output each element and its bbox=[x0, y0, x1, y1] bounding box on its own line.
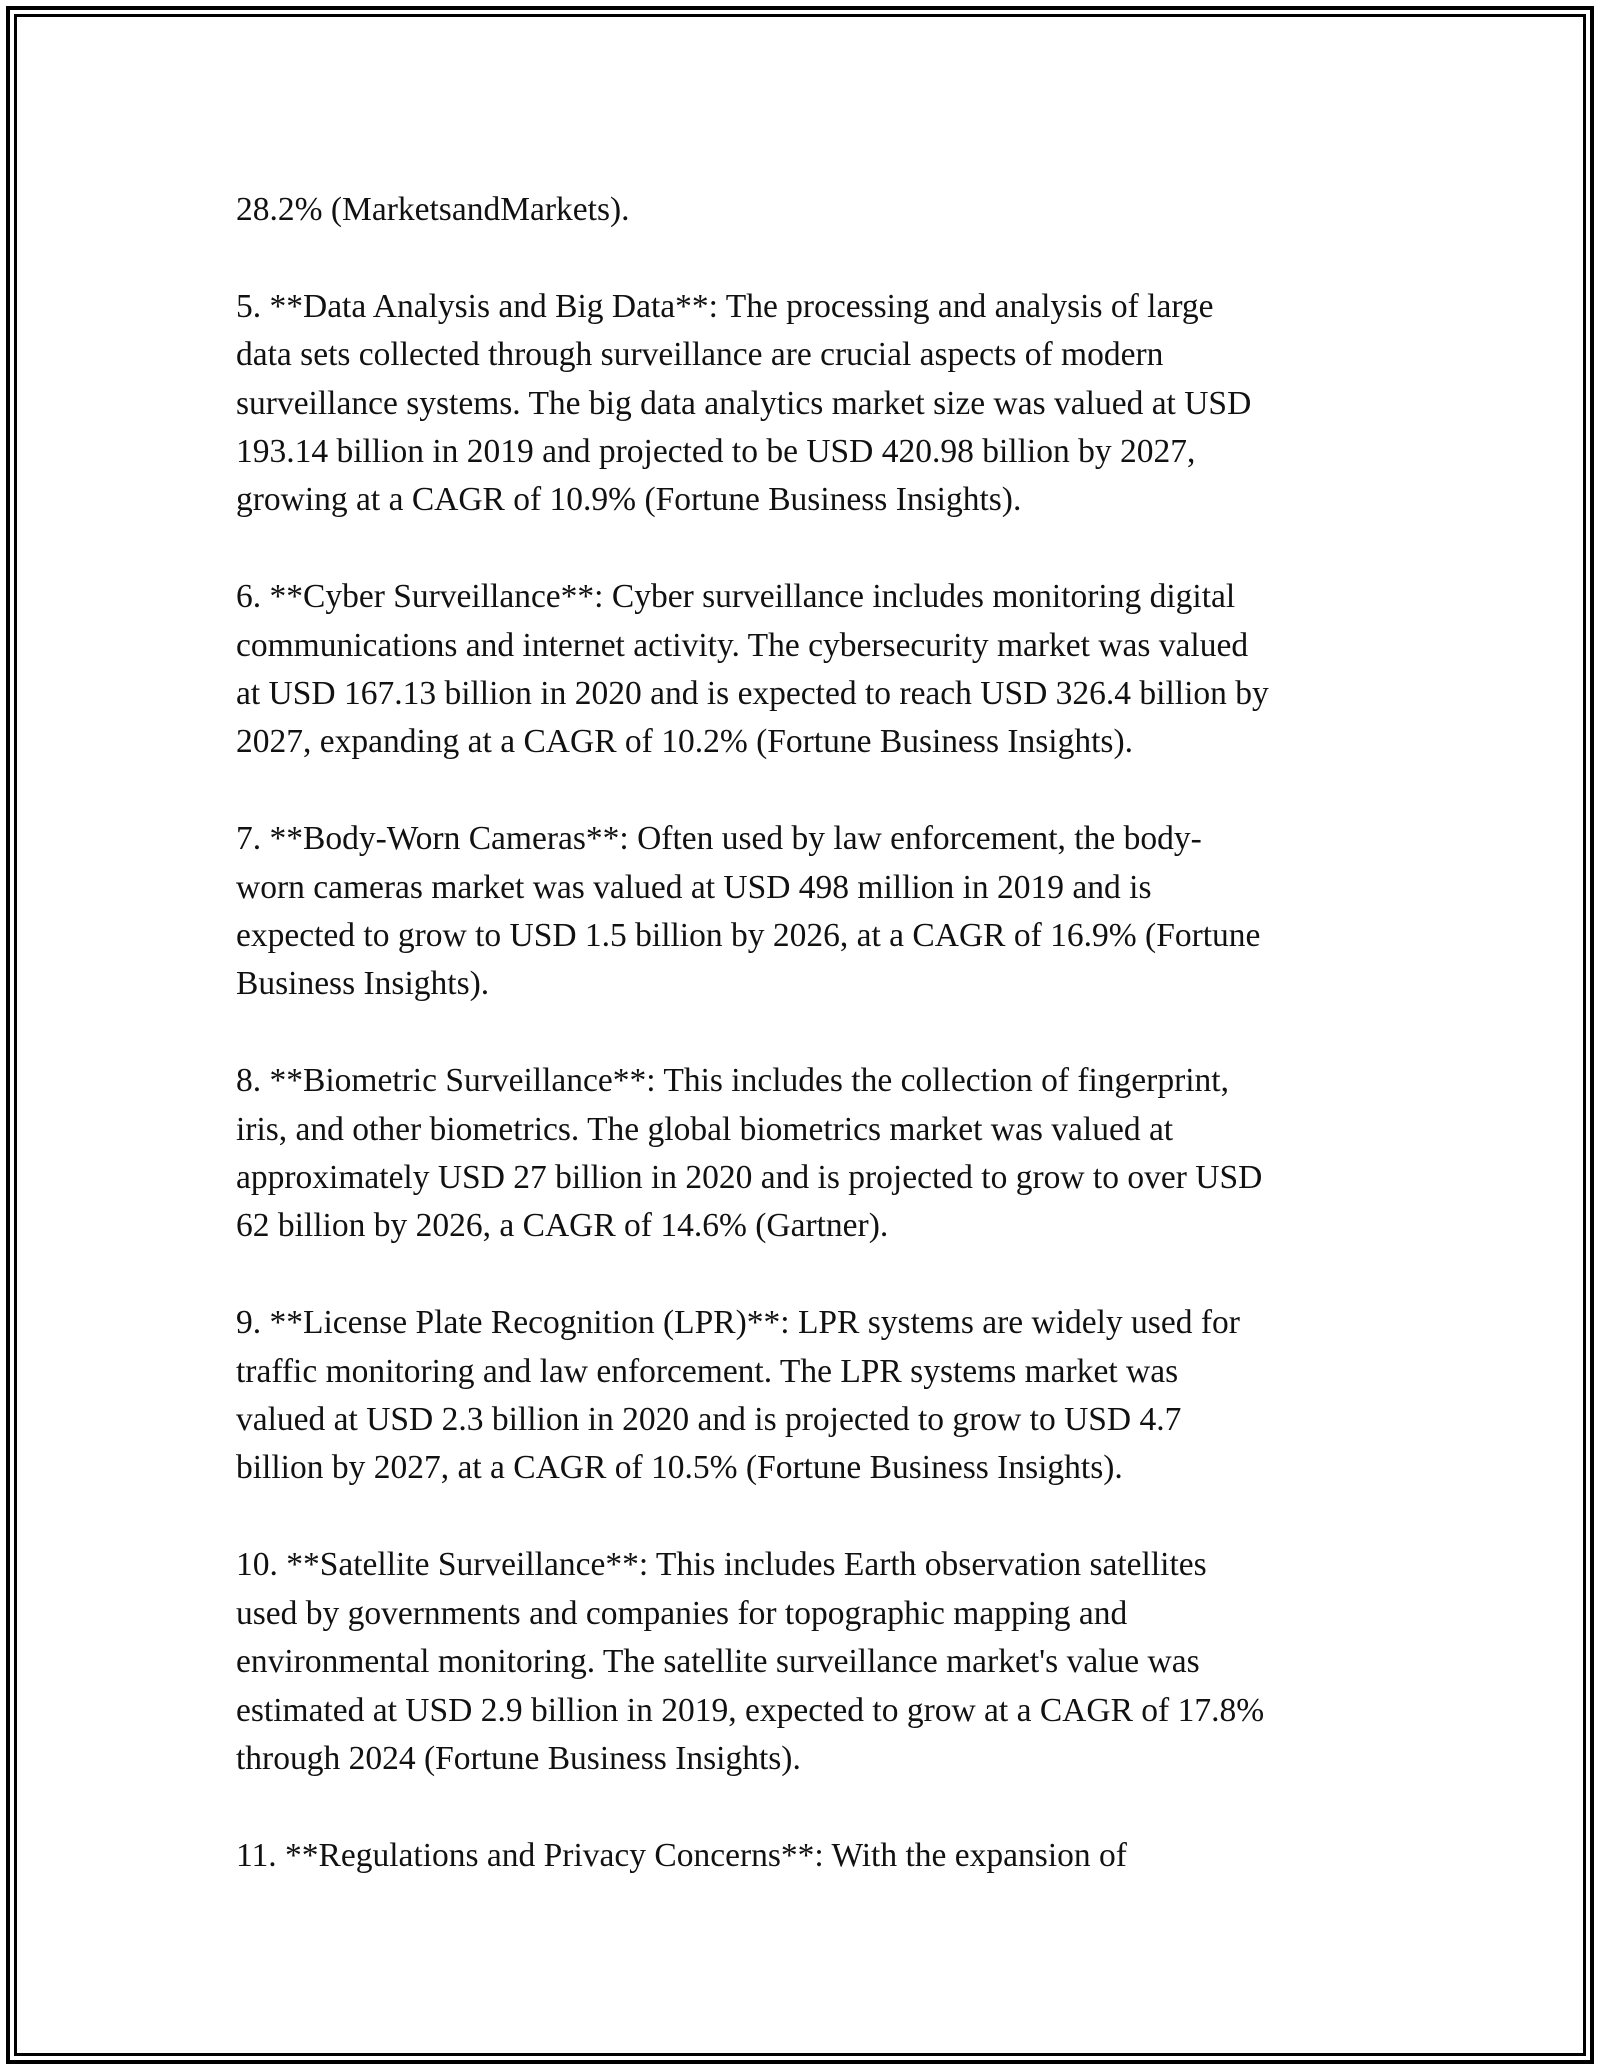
text-line: 10. **Satellite Surveillance**: This includes Earth observation satellites bbox=[236, 1546, 1207, 1584]
text-line: used by governments and companies for topographic mapping and bbox=[236, 1594, 1128, 1632]
text-line: 5. **Data Analysis and Big Data**: The processing and analysis of large bbox=[236, 287, 1214, 325]
text-line: 6. **Cyber Surveillance**: Cyber surveillance includes monitoring digital bbox=[236, 578, 1236, 616]
text-line: at USD 167.13 billion in 2020 and is expected to reach USD 326.4 billion by bbox=[236, 675, 1269, 713]
text-line: expected to grow to USD 1.5 billion by 2026, at a CAGR of 16.9% (Fortune bbox=[236, 917, 1261, 955]
text-line: 2027, expanding at a CAGR of 10.2% (Fortune Business Insights). bbox=[236, 723, 1133, 761]
text-line: 7. **Body-Worn Cameras**: Often used by law enforcement, the body- bbox=[236, 820, 1202, 858]
paragraph-satellite-surveillance bbox=[236, 1541, 1376, 1783]
paragraph-intro-continuation bbox=[236, 186, 1376, 234]
paragraph-data-analysis bbox=[236, 283, 1376, 525]
paragraph-cyber-surveillance bbox=[236, 573, 1376, 767]
text-line: estimated at USD 2.9 billion in 2019, expected to grow at a CAGR of 17.8% bbox=[236, 1691, 1265, 1729]
text-line: 28.2% (MarketsandMarkets). bbox=[236, 191, 630, 228]
paragraph-regulations-privacy bbox=[236, 1832, 1376, 1880]
paragraph-biometric-surveillance bbox=[236, 1057, 1376, 1251]
text-line: surveillance systems. The big data analytics market size was valued at USD bbox=[236, 384, 1252, 422]
text-line: 8. **Biometric Surveillance**: This includes the collection of fingerprint, bbox=[236, 1062, 1229, 1100]
text-line: valued at USD 2.3 billion in 2020 and is projected to grow to USD 4.7 bbox=[236, 1401, 1182, 1439]
document-body bbox=[236, 186, 1376, 1929]
text-line: billion by 2027, at a CAGR of 10.5% (Fortune Business Insights). bbox=[236, 1449, 1123, 1487]
text-line: worn cameras market was valued at USD 498 million in 2019 and is bbox=[236, 868, 1152, 906]
paragraph-license-plate-recognition bbox=[236, 1299, 1376, 1493]
text-line: 193.14 billion in 2019 and projected to be USD 420.98 billion by 2027, bbox=[236, 433, 1196, 471]
text-line: iris, and other biometrics. The global biometrics market was valued at bbox=[236, 1110, 1174, 1148]
text-line: traffic monitoring and law enforcement. The LPR systems market was bbox=[236, 1352, 1179, 1390]
text-line: 9. **License Plate Recognition (LPR)**: LPR systems are widely used for bbox=[236, 1304, 1240, 1342]
text-line: 11. **Regulations and Privacy Concerns**: With the expansion of bbox=[236, 1836, 1127, 1874]
text-line: growing at a CAGR of 10.9% (Fortune Business Insights). bbox=[236, 481, 1022, 519]
text-line: approximately USD 27 billion in 2020 and is projected to grow to over USD bbox=[236, 1159, 1263, 1197]
text-line: Business Insights). bbox=[236, 965, 490, 1003]
text-line: data sets collected through surveillance are crucial aspects of modern bbox=[236, 336, 1164, 374]
text-line: 62 billion by 2026, a CAGR of 14.6% (Gartner). bbox=[236, 1207, 889, 1245]
paragraph-body-worn-cameras bbox=[236, 815, 1376, 1009]
text-line: through 2024 (Fortune Business Insights). bbox=[236, 1739, 801, 1777]
text-line: communications and internet activity. The cybersecurity market was valued bbox=[236, 626, 1249, 664]
text-line: environmental monitoring. The satellite surveillance market's value was bbox=[236, 1643, 1200, 1681]
